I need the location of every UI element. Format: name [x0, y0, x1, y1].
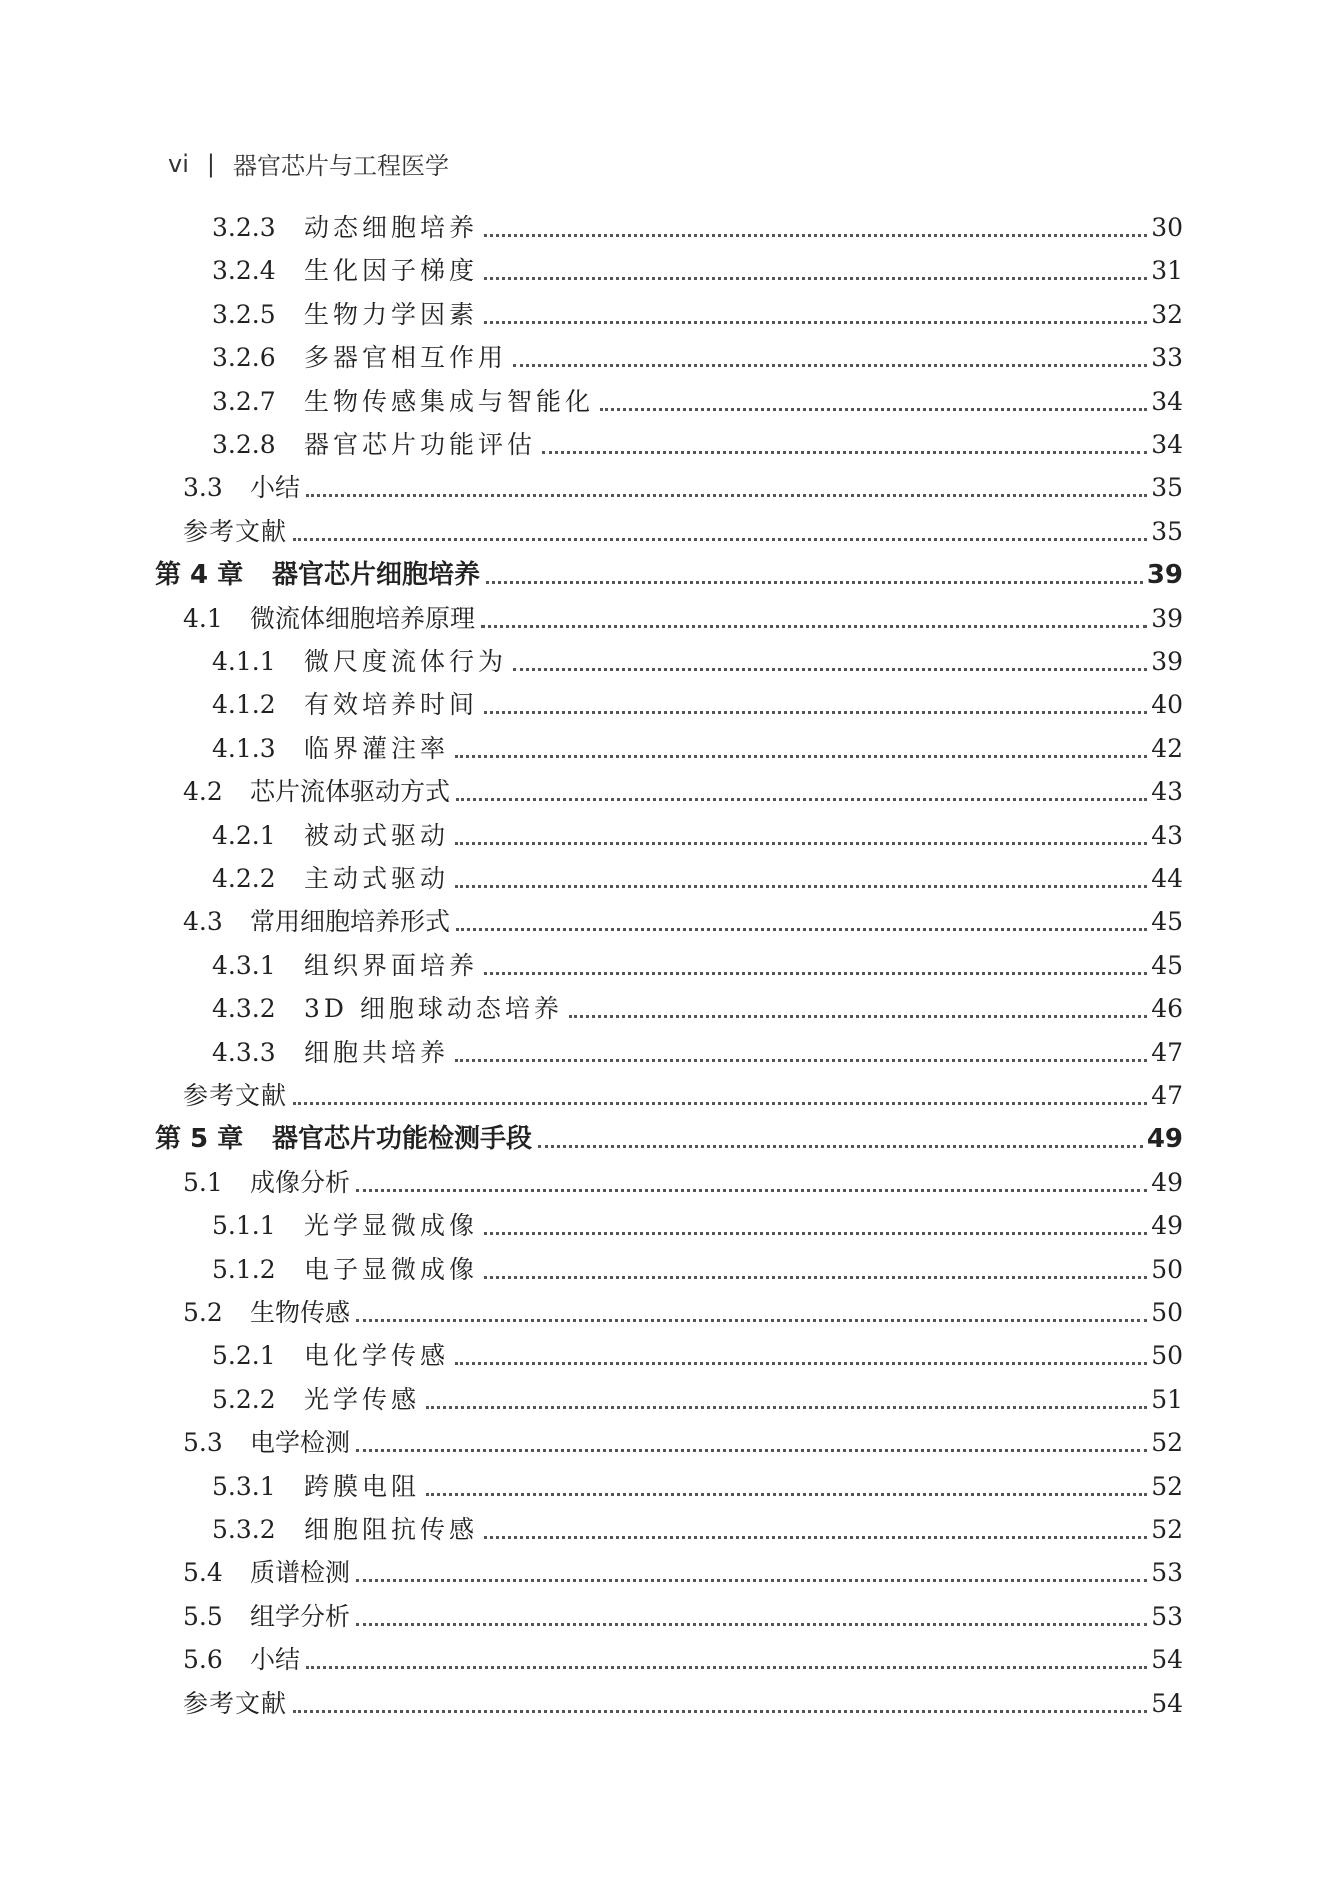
- toc-entry-page-number: 53: [1151, 1558, 1183, 1587]
- toc-entry-page-number: 31: [1151, 256, 1183, 285]
- toc-entry-title: 组织界面培养: [304, 951, 479, 980]
- toc-entry[interactable]: [212, 861, 1183, 897]
- dot-leader: [484, 1530, 1147, 1539]
- toc-entry[interactable]: [212, 818, 1183, 854]
- dot-leader: [306, 488, 1147, 497]
- dot-leader: [356, 1183, 1147, 1192]
- toc-entry-title: 生物传感: [250, 1298, 351, 1327]
- toc-entry-number: 4.2: [183, 777, 223, 806]
- toc-entry-number: 第 5 章: [155, 1124, 244, 1154]
- toc-entry[interactable]: [212, 1208, 1183, 1244]
- toc-entry-title: 芯片流体驱动方式: [250, 777, 451, 806]
- toc-entry-title: 主动式驱动: [304, 864, 450, 893]
- toc-entry-title: 电学检测: [250, 1428, 351, 1457]
- toc-entry-title: 小结: [250, 473, 301, 502]
- dot-leader: [484, 1226, 1147, 1235]
- toc-entry-number: 3.2.5: [212, 300, 276, 329]
- toc-entry[interactable]: [212, 1252, 1183, 1288]
- toc-entry-page-number: 39: [1151, 647, 1183, 676]
- toc-entry-title: 细胞共培养: [304, 1038, 450, 1067]
- dot-leader: [356, 1573, 1147, 1582]
- toc-entry-page-number: 34: [1151, 387, 1183, 416]
- toc-entry[interactable]: [183, 470, 1183, 506]
- toc-entry[interactable]: [212, 1338, 1183, 1374]
- toc-entry-title: 生物传感集成与智能化: [304, 387, 595, 416]
- toc-entry[interactable]: [212, 210, 1183, 246]
- dot-leader: [455, 1356, 1147, 1365]
- toc-entry-title: 3D 细胞球动态培养: [304, 994, 563, 1023]
- toc-entry-number: 3.2.7: [212, 387, 276, 416]
- dot-leader: [484, 1270, 1147, 1279]
- dot-leader: [455, 749, 1147, 758]
- toc-entry-page-number: 54: [1151, 1689, 1183, 1718]
- dot-leader: [293, 532, 1147, 541]
- toc-entry-number: 4.3.1: [212, 951, 276, 980]
- toc-entry-title: 成像分析: [250, 1168, 351, 1197]
- dot-leader: [456, 792, 1147, 801]
- toc-entry-title: 细胞阻抗传感: [304, 1515, 479, 1544]
- toc-entry-page-number: 45: [1151, 907, 1183, 936]
- toc-entry-number: 5.6: [183, 1645, 223, 1674]
- book-title: 器官芯片与工程医学: [232, 152, 449, 180]
- toc-entry-page-number: 50: [1151, 1255, 1183, 1284]
- toc-entry-title: 微尺度流体行为: [304, 647, 508, 676]
- toc-entry-title: 小结: [250, 1645, 301, 1674]
- toc-entry-page-number: 49: [1151, 1168, 1183, 1197]
- toc-entry-title: 参考文献: [183, 517, 288, 546]
- toc-chapter-entry[interactable]: [155, 1121, 1183, 1157]
- toc-entry-page-number: 51: [1151, 1385, 1183, 1414]
- toc-entry[interactable]: [183, 904, 1183, 940]
- toc-entry-page-number: 43: [1151, 777, 1183, 806]
- toc-entry-title: 跨膜电阻: [304, 1472, 421, 1501]
- toc-references-entry[interactable]: [183, 514, 1183, 550]
- toc-entry-number: 4.2.2: [212, 864, 276, 893]
- toc-references-entry[interactable]: [183, 1078, 1183, 1114]
- toc-entry-title: 电子显微成像: [304, 1255, 479, 1284]
- toc-entry-page-number: 43: [1151, 821, 1183, 850]
- toc-entry-title: 生化因子梯度: [304, 256, 479, 285]
- dot-leader: [356, 1617, 1147, 1626]
- toc-entry-number: 4.1: [183, 604, 223, 633]
- toc-entry-page-number: 35: [1151, 517, 1183, 546]
- toc-entry-title: 临界灌注率: [304, 734, 450, 763]
- toc-entry-number: 5.1.2: [212, 1255, 276, 1284]
- toc-entry-title: 电化学传感: [304, 1341, 450, 1370]
- toc-entry-number: 4.3.3: [212, 1038, 276, 1067]
- toc-entry-page-number: 32: [1151, 300, 1183, 329]
- toc-entry-number: 5.4: [183, 1558, 223, 1587]
- toc-entry-title: 器官芯片细胞培养: [272, 560, 481, 590]
- dot-leader: [356, 1313, 1147, 1322]
- toc-entry-title: 参考文献: [183, 1081, 288, 1110]
- toc-entry[interactable]: [212, 297, 1183, 333]
- dot-leader: [513, 662, 1147, 671]
- toc-entry-number: 4.1.3: [212, 734, 276, 763]
- dot-leader: [569, 1009, 1147, 1018]
- toc-entry-number: 4.3: [183, 907, 223, 936]
- toc-entry[interactable]: [212, 1469, 1183, 1505]
- toc-entry-title: 参考文献: [183, 1689, 288, 1718]
- dot-leader: [293, 1704, 1147, 1713]
- dot-leader: [484, 966, 1147, 975]
- toc-entry[interactable]: [212, 427, 1183, 463]
- toc-chapter-entry[interactable]: [155, 557, 1183, 593]
- dot-leader: [456, 922, 1147, 931]
- toc-entry-page-number: 42: [1151, 734, 1183, 763]
- toc-entry[interactable]: [212, 948, 1183, 984]
- dot-leader: [484, 228, 1147, 237]
- toc-entry[interactable]: [212, 991, 1183, 1027]
- toc-entry-number: 3.3: [183, 473, 223, 502]
- toc-entry[interactable]: [212, 644, 1183, 680]
- dot-leader: [542, 445, 1147, 454]
- toc-entry-page-number: 54: [1151, 1645, 1183, 1674]
- toc-entry-page-number: 52: [1151, 1515, 1183, 1544]
- toc-entry[interactable]: [183, 774, 1183, 810]
- dot-leader: [538, 1139, 1143, 1148]
- toc-entry-number: 5.2.1: [212, 1341, 276, 1370]
- toc-entry-page-number: 47: [1151, 1081, 1183, 1110]
- toc-entry-number: 3.2.6: [212, 343, 276, 372]
- toc-entry-title: 多器官相互作用: [304, 343, 508, 372]
- toc-entry-number: 第 4 章: [155, 560, 244, 590]
- toc-entry-number: 4.1.1: [212, 647, 276, 676]
- toc-entry-title: 生物力学因素: [304, 300, 479, 329]
- toc-entry-title: 质谱检测: [250, 1558, 351, 1587]
- toc-entry-number: 5.2.2: [212, 1385, 276, 1414]
- toc-entry-title: 有效培养时间: [304, 690, 479, 719]
- toc-entry[interactable]: [212, 340, 1183, 376]
- toc-entry-title: 微流体细胞培养原理: [250, 604, 476, 633]
- running-header: [168, 146, 449, 181]
- dot-leader: [426, 1487, 1147, 1496]
- toc-entry[interactable]: [212, 1035, 1183, 1071]
- toc-entry[interactable]: [183, 1165, 1183, 1201]
- dot-leader: [484, 705, 1147, 714]
- dot-leader: [293, 1096, 1147, 1105]
- toc-entry[interactable]: [212, 1382, 1183, 1418]
- toc-entry-page-number: 40: [1151, 690, 1183, 719]
- toc-entry-title: 器官芯片功能检测手段: [272, 1124, 533, 1154]
- toc-entry-page-number: 49: [1151, 1211, 1183, 1240]
- toc-entry[interactable]: [212, 384, 1183, 420]
- toc-entry[interactable]: [183, 1555, 1183, 1591]
- toc-entry-page-number: 39: [1151, 604, 1183, 633]
- toc-entry-page-number: 52: [1151, 1472, 1183, 1501]
- toc-entry-number: 3.2.3: [212, 213, 276, 242]
- toc-entry-page-number: 46: [1151, 994, 1183, 1023]
- dot-leader: [481, 619, 1147, 628]
- toc-entry-page-number: 30: [1151, 213, 1183, 242]
- toc-entry-page-number: 45: [1151, 951, 1183, 980]
- toc-entry-title: 动态细胞培养: [304, 213, 479, 242]
- toc-entry-page-number: 50: [1151, 1298, 1183, 1327]
- toc-entry-page-number: 44: [1151, 864, 1183, 893]
- toc-entry-number: 5.3.2: [212, 1515, 276, 1544]
- toc-entry[interactable]: [183, 1295, 1183, 1331]
- toc-entry-number: 5.2: [183, 1298, 223, 1327]
- dot-leader: [356, 1443, 1147, 1452]
- toc-entry-number: 4.1.2: [212, 690, 276, 719]
- toc-entry[interactable]: [212, 687, 1183, 723]
- toc-references-entry[interactable]: [183, 1686, 1183, 1722]
- toc-entry-title: 常用细胞培养形式: [250, 907, 451, 936]
- toc-entry-number: 3.2.4: [212, 256, 276, 285]
- dot-leader: [484, 271, 1147, 280]
- dot-leader: [600, 402, 1147, 411]
- dot-leader: [484, 315, 1147, 324]
- toc-entry-page-number: 52: [1151, 1428, 1183, 1457]
- toc-entry-page-number: 49: [1146, 1124, 1183, 1154]
- toc-entry-page-number: 33: [1151, 343, 1183, 372]
- toc-entry[interactable]: [212, 731, 1183, 767]
- toc-entry-page-number: 35: [1151, 473, 1183, 502]
- toc-entry-page-number: 50: [1151, 1341, 1183, 1370]
- header-separator: |: [206, 149, 215, 178]
- toc-entry-number: 5.3: [183, 1428, 223, 1457]
- toc-entry-page-number: 53: [1151, 1602, 1183, 1631]
- toc-entry-page-number: 47: [1151, 1038, 1183, 1067]
- toc-entry-title: 器官芯片功能评估: [304, 430, 537, 459]
- toc-entry-number: 5.1.1: [212, 1211, 276, 1240]
- dot-leader: [455, 879, 1147, 888]
- toc-entry-title: 被动式驱动: [304, 821, 450, 850]
- toc-entry[interactable]: [183, 601, 1183, 637]
- toc-entry-number: 3.2.8: [212, 430, 276, 459]
- toc-entry-number: 5.3.1: [212, 1472, 276, 1501]
- toc-entry-title: 光学传感: [304, 1385, 421, 1414]
- toc-entry-number: 4.3.2: [212, 994, 276, 1023]
- dot-leader: [455, 836, 1147, 845]
- toc-entry[interactable]: [183, 1425, 1183, 1461]
- toc-entry-page-number: 34: [1151, 430, 1183, 459]
- dot-leader: [513, 358, 1147, 367]
- toc-entry[interactable]: [183, 1599, 1183, 1635]
- toc-entry-title: 组学分析: [250, 1602, 351, 1631]
- toc-entry[interactable]: [183, 1642, 1183, 1678]
- dot-leader: [455, 1053, 1147, 1062]
- dot-leader: [486, 575, 1143, 584]
- toc-entry-page-number: 39: [1146, 560, 1183, 590]
- toc-entry-number: 5.5: [183, 1602, 223, 1631]
- toc-entry[interactable]: [212, 253, 1183, 289]
- toc-entry-title: 光学显微成像: [304, 1211, 479, 1240]
- toc-entry-number: 5.1: [183, 1168, 223, 1197]
- page-number: vi: [168, 149, 189, 178]
- dot-leader: [306, 1660, 1147, 1669]
- dot-leader: [426, 1400, 1147, 1409]
- toc-entry[interactable]: [212, 1512, 1183, 1548]
- toc-entry-number: 4.2.1: [212, 821, 276, 850]
